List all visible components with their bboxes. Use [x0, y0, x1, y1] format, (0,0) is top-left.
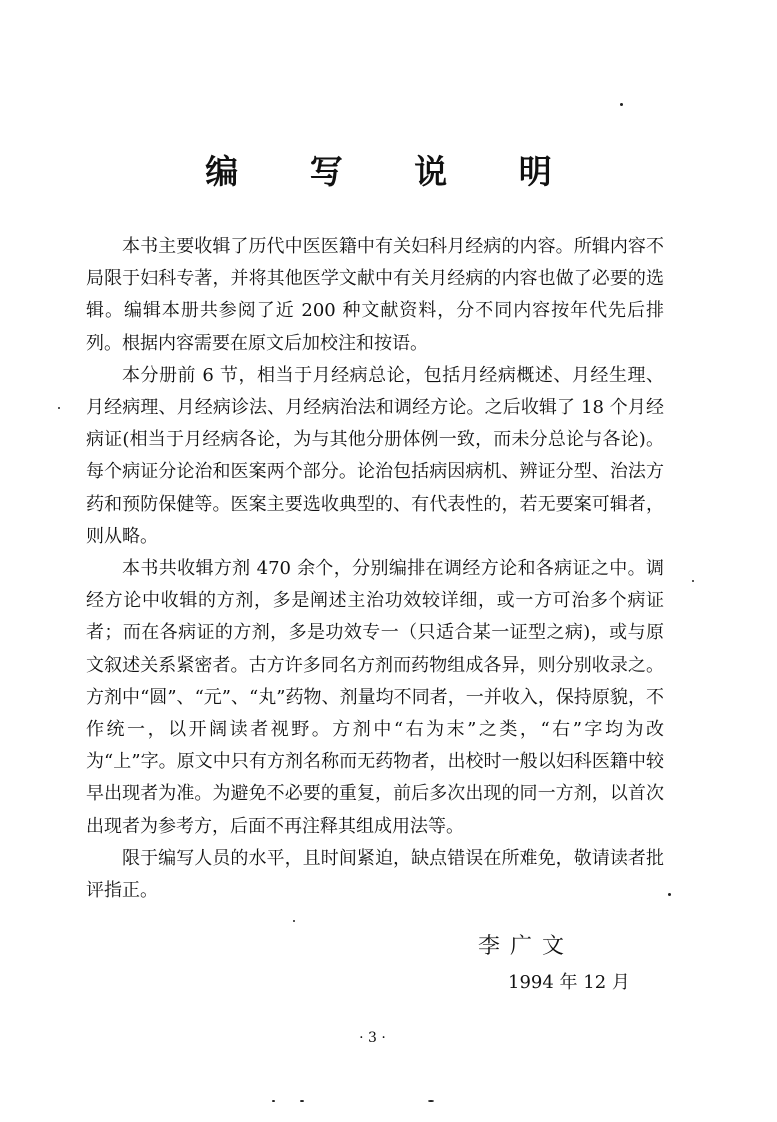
scan-speck	[620, 103, 623, 106]
paragraph-2: 本分册前 6 节，相当于月经病总论，包括月经病概述、月经生理、月经病理、月经病诊法、月经病治法和调经方论。之后收辑了 18 个月经病证(相当于月经病各论，为与其他分册体例一致，而未分总论与各论)。每个病证分论治和医案两个部分。论治包括病因病机、辨证分型、治法方药和预防保健等。医案主要选收典型的、有代表性的，若无要案可辑者，则从略。	[86, 364, 664, 547]
scan-speck	[58, 407, 60, 409]
paragraph-4: 限于编写人员的水平，且时间紧迫，缺点错误在所难免，敬请读者批评指正。	[86, 847, 664, 902]
preface-body	[86, 231, 664, 907]
scan-speck	[692, 580, 694, 582]
scan-speck	[300, 1100, 304, 1102]
scan-speck	[272, 1100, 275, 1102]
signature-date: 1994 年 12 月	[508, 972, 630, 993]
paragraph-3: 本书共收辑方剂 470 余个，分别编排在调经方论和各病证之中。调经方论中收辑的方剂，多是阐述主治功效较详细，或一方可治多个病证者；而在各病证的方剂，多是功效专一（只适合某一证型之病)，或与原文叙述关系紧密者。古方许多同名方剂而药物组成各异，则分别收录之。方剂中“圆”、“元”、“丸”药物、剂量均不同者，一并收入，保持原貌，不作统一，以开阔读者视野。方剂中“右为末”之类，“右”字均为改为“上”字。原文中只有方剂名称而无药物者，出校时一般以妇科医籍中较早出现者为准。为避免不必要的重复，前后多次出现的同一方剂，以首次出现者为参考方，后面不再注释其组成用法等。	[86, 558, 664, 837]
page-number: · 3 ·	[359, 1030, 386, 1046]
scan-speck	[293, 920, 295, 922]
paragraph-1: 本书主要收辑了历代中医医籍中有关妇科月经病的内容。所辑内容不局限于妇科专著，并将其他医学文献中有关月经病的内容也做了必要的选辑。编辑本册共参阅了近 200 种文献资料，分不同内容按年代先后排列。根据内容需要在原文后加校注和按语。	[86, 236, 664, 354]
scan-speck	[428, 1100, 434, 1102]
author-signature: 李广文	[478, 934, 575, 959]
page-title: 编 写 说 明	[205, 152, 582, 191]
scan-speck	[668, 893, 671, 896]
